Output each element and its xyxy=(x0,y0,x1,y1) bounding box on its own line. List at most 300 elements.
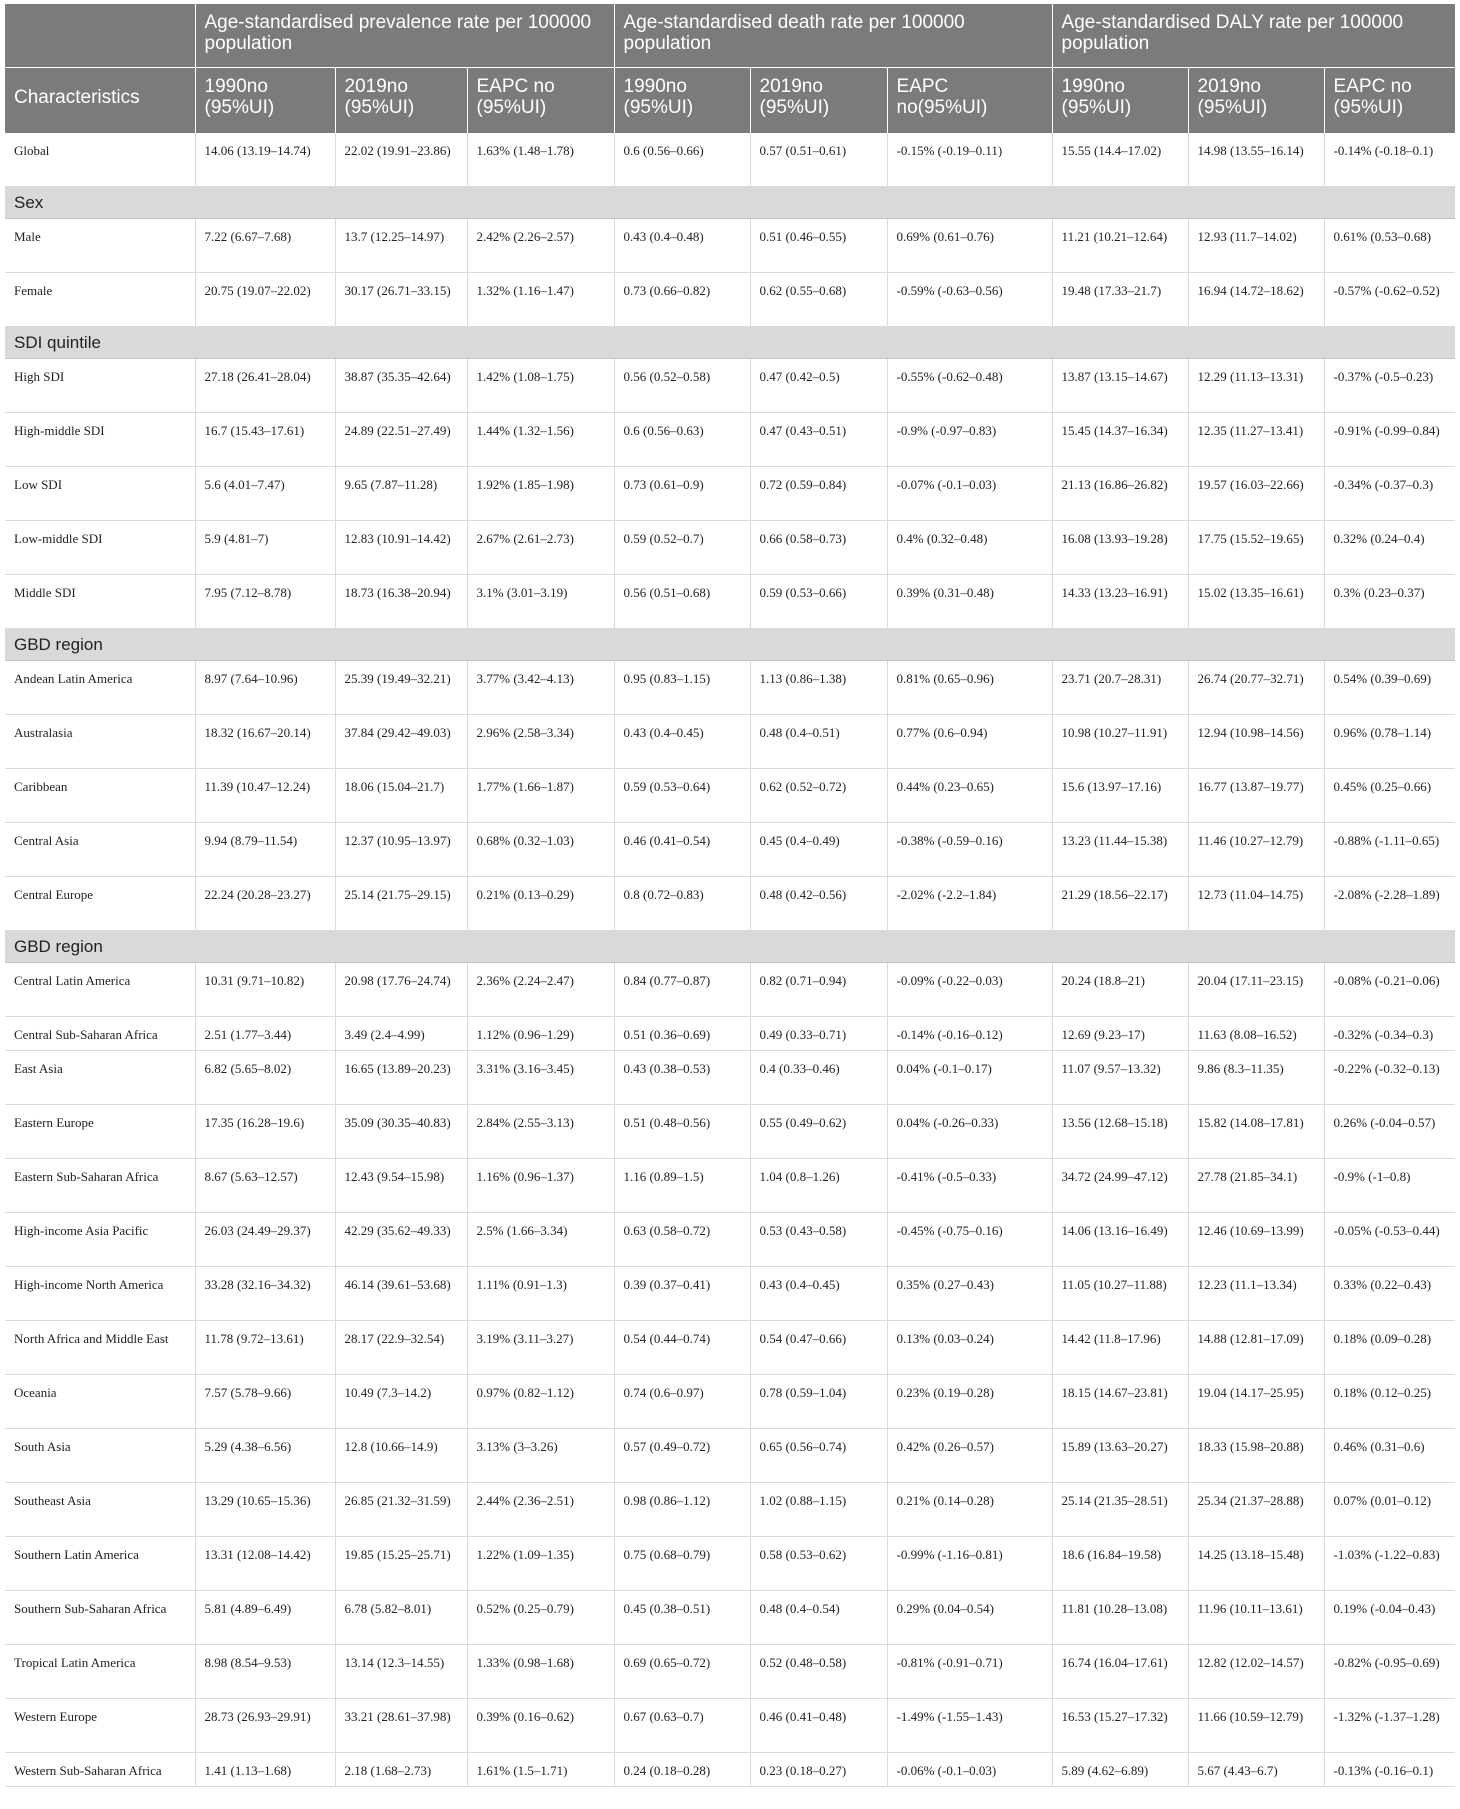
row-label-cell: High SDI xyxy=(5,359,195,413)
row-label-cell: High-middle SDI xyxy=(5,413,195,467)
value-cell: 1.02 (0.88–1.15) xyxy=(750,1483,887,1537)
value-cell: 12.29 (11.13–13.31) xyxy=(1188,359,1324,413)
table-row xyxy=(5,133,1455,187)
value-cell: 5.81 (4.89–6.49) xyxy=(195,1591,335,1645)
value-cell: 16.77 (13.87–19.77) xyxy=(1188,769,1324,823)
table-row xyxy=(5,1267,1455,1321)
value-cell: 0.24 (0.18–0.28) xyxy=(614,1753,750,1787)
table-row xyxy=(5,575,1455,629)
value-cell: 0.18% (0.09–0.28) xyxy=(1324,1321,1455,1375)
value-cell: 12.37 (10.95–13.97) xyxy=(335,823,467,877)
value-cell: 0.3% (0.23–0.37) xyxy=(1324,575,1455,629)
value-cell: 8.98 (8.54–9.53) xyxy=(195,1645,335,1699)
value-cell: 0.75 (0.68–0.79) xyxy=(614,1537,750,1591)
value-cell: -0.9% (-0.97–0.83) xyxy=(887,413,1052,467)
value-cell: 0.56 (0.52–0.58) xyxy=(614,359,750,413)
value-cell: -0.22% (-0.32–0.13) xyxy=(1324,1051,1455,1105)
table-row xyxy=(5,1321,1455,1375)
value-cell: 2.44% (2.36–2.51) xyxy=(467,1483,614,1537)
value-cell: 0.59 (0.53–0.66) xyxy=(750,575,887,629)
row-label-cell: Low-middle SDI xyxy=(5,521,195,575)
value-cell: 0.57 (0.51–0.61) xyxy=(750,133,887,187)
value-cell: 23.71 (20.7–28.31) xyxy=(1052,661,1188,715)
value-cell: 30.17 (26.71–33.15) xyxy=(335,273,467,327)
table-row xyxy=(5,769,1455,823)
row-label-cell: Eastern Sub-Saharan Africa xyxy=(5,1159,195,1213)
value-cell: 14.98 (13.55–16.14) xyxy=(1188,133,1324,187)
value-cell: 18.06 (15.04–21.7) xyxy=(335,769,467,823)
value-cell: 0.72 (0.59–0.84) xyxy=(750,467,887,521)
value-cell: 0.57 (0.49–0.72) xyxy=(614,1429,750,1483)
value-cell: 5.29 (4.38–6.56) xyxy=(195,1429,335,1483)
value-cell: 0.4% (0.32–0.48) xyxy=(887,521,1052,575)
value-cell: 15.6 (13.97–17.16) xyxy=(1052,769,1188,823)
value-cell: -0.05% (-0.53–0.44) xyxy=(1324,1213,1455,1267)
header-column-row xyxy=(5,68,1455,134)
value-cell: 12.23 (11.1–13.34) xyxy=(1188,1267,1324,1321)
value-cell: 0.07% (0.01–0.12) xyxy=(1324,1483,1455,1537)
header-daly-1990: 1990no (95%UI) xyxy=(1052,68,1188,134)
value-cell: -0.13% (-0.16–0.1) xyxy=(1324,1753,1455,1787)
value-cell: 0.97% (0.82–1.12) xyxy=(467,1375,614,1429)
row-label-cell: Central Asia xyxy=(5,823,195,877)
value-cell: 0.39% (0.31–0.48) xyxy=(887,575,1052,629)
value-cell: 21.13 (16.86–26.82) xyxy=(1052,467,1188,521)
row-label-cell: Central Europe xyxy=(5,877,195,931)
value-cell: 19.04 (14.17–25.95) xyxy=(1188,1375,1324,1429)
value-cell: -0.38% (-0.59–0.16) xyxy=(887,823,1052,877)
value-cell: 1.22% (1.09–1.35) xyxy=(467,1537,614,1591)
value-cell: 0.8 (0.72–0.83) xyxy=(614,877,750,931)
value-cell: 6.78 (5.82–8.01) xyxy=(335,1591,467,1645)
value-cell: -0.08% (-0.21–0.06) xyxy=(1324,963,1455,1017)
value-cell: 18.32 (16.67–20.14) xyxy=(195,715,335,769)
value-cell: 0.98 (0.86–1.12) xyxy=(614,1483,750,1537)
value-cell: 12.35 (11.27–13.41) xyxy=(1188,413,1324,467)
row-label-cell: Central Latin America xyxy=(5,963,195,1017)
value-cell: 3.19% (3.11–3.27) xyxy=(467,1321,614,1375)
value-cell: 1.61% (1.5–1.71) xyxy=(467,1753,614,1787)
value-cell: 0.26% (-0.04–0.57) xyxy=(1324,1105,1455,1159)
table-row xyxy=(5,1159,1455,1213)
value-cell: 15.45 (14.37–16.34) xyxy=(1052,413,1188,467)
value-cell: 12.43 (9.54–15.98) xyxy=(335,1159,467,1213)
value-cell: 0.21% (0.13–0.29) xyxy=(467,877,614,931)
value-cell: 26.74 (20.77–32.71) xyxy=(1188,661,1324,715)
value-cell: -0.88% (-1.11–0.65) xyxy=(1324,823,1455,877)
value-cell: -0.06% (-0.1–0.03) xyxy=(887,1753,1052,1787)
value-cell: -0.41% (-0.5–0.33) xyxy=(887,1159,1052,1213)
header-prevalence-2019: 2019no (95%UI) xyxy=(335,68,467,134)
table-body xyxy=(5,133,1455,1787)
value-cell: -0.14% (-0.18–0.1) xyxy=(1324,133,1455,187)
value-cell: 16.74 (16.04–17.61) xyxy=(1052,1645,1188,1699)
value-cell: 0.59 (0.53–0.64) xyxy=(614,769,750,823)
value-cell: -0.07% (-0.1–0.03) xyxy=(887,467,1052,521)
value-cell: -0.91% (-0.99–0.84) xyxy=(1324,413,1455,467)
value-cell: 0.52 (0.48–0.58) xyxy=(750,1645,887,1699)
value-cell: 25.14 (21.35–28.51) xyxy=(1052,1483,1188,1537)
header-prevalence-eapc: EAPC no (95%UI) xyxy=(467,68,614,134)
row-label-cell: South Asia xyxy=(5,1429,195,1483)
value-cell: 0.45% (0.25–0.66) xyxy=(1324,769,1455,823)
value-cell: 1.12% (0.96–1.29) xyxy=(467,1017,614,1051)
value-cell: 0.49 (0.33–0.71) xyxy=(750,1017,887,1051)
table-row xyxy=(5,1213,1455,1267)
value-cell: 13.7 (12.25–14.97) xyxy=(335,219,467,273)
value-cell: 14.25 (13.18–15.48) xyxy=(1188,1537,1324,1591)
value-cell: 13.29 (10.65–15.36) xyxy=(195,1483,335,1537)
value-cell: 12.83 (10.91–14.42) xyxy=(335,521,467,575)
value-cell: 22.02 (19.91–23.86) xyxy=(335,133,467,187)
table-row xyxy=(5,1753,1455,1787)
value-cell: -0.99% (-1.16–0.81) xyxy=(887,1537,1052,1591)
value-cell: 19.48 (17.33–21.7) xyxy=(1052,273,1188,327)
table-row xyxy=(5,877,1455,931)
value-cell: 0.42% (0.26–0.57) xyxy=(887,1429,1052,1483)
value-cell: 2.5% (1.66–3.34) xyxy=(467,1213,614,1267)
value-cell: 0.4 (0.33–0.46) xyxy=(750,1051,887,1105)
value-cell: 20.98 (17.76–24.74) xyxy=(335,963,467,1017)
value-cell: 1.63% (1.48–1.78) xyxy=(467,133,614,187)
section-header-row xyxy=(5,327,1455,359)
value-cell: 38.87 (35.35–42.64) xyxy=(335,359,467,413)
value-cell: 15.89 (13.63–20.27) xyxy=(1052,1429,1188,1483)
table-row xyxy=(5,1645,1455,1699)
row-label-cell: Western Europe xyxy=(5,1699,195,1753)
value-cell: 15.82 (14.08–17.81) xyxy=(1188,1105,1324,1159)
value-cell: 26.85 (21.32–31.59) xyxy=(335,1483,467,1537)
value-cell: 0.52% (0.25–0.79) xyxy=(467,1591,614,1645)
value-cell: 27.78 (21.85–34.1) xyxy=(1188,1159,1324,1213)
value-cell: 16.7 (15.43–17.61) xyxy=(195,413,335,467)
value-cell: 2.96% (2.58–3.34) xyxy=(467,715,614,769)
value-cell: 0.45 (0.4–0.49) xyxy=(750,823,887,877)
value-cell: 9.94 (8.79–11.54) xyxy=(195,823,335,877)
value-cell: 2.36% (2.24–2.47) xyxy=(467,963,614,1017)
value-cell: 2.84% (2.55–3.13) xyxy=(467,1105,614,1159)
value-cell: 11.05 (10.27–11.88) xyxy=(1052,1267,1188,1321)
value-cell: -2.08% (-2.28–1.89) xyxy=(1324,877,1455,931)
value-cell: 0.43 (0.4–0.45) xyxy=(750,1267,887,1321)
value-cell: 18.33 (15.98–20.88) xyxy=(1188,1429,1324,1483)
value-cell: 1.32% (1.16–1.47) xyxy=(467,273,614,327)
value-cell: 22.24 (20.28–23.27) xyxy=(195,877,335,931)
value-cell: 13.14 (12.3–14.55) xyxy=(335,1645,467,1699)
value-cell: 13.87 (13.15–14.67) xyxy=(1052,359,1188,413)
table-row xyxy=(5,715,1455,769)
value-cell: 3.1% (3.01–3.19) xyxy=(467,575,614,629)
section-header-row xyxy=(5,187,1455,219)
value-cell: 0.46 (0.41–0.48) xyxy=(750,1699,887,1753)
value-cell: 25.14 (21.75–29.15) xyxy=(335,877,467,931)
value-cell: 8.97 (7.64–10.96) xyxy=(195,661,335,715)
value-cell: 0.81% (0.65–0.96) xyxy=(887,661,1052,715)
value-cell: 0.32% (0.24–0.4) xyxy=(1324,521,1455,575)
value-cell: 0.48 (0.42–0.56) xyxy=(750,877,887,931)
data-table xyxy=(5,4,1455,1787)
value-cell: 6.82 (5.65–8.02) xyxy=(195,1051,335,1105)
value-cell: 14.88 (12.81–17.09) xyxy=(1188,1321,1324,1375)
value-cell: 0.54 (0.47–0.66) xyxy=(750,1321,887,1375)
value-cell: 16.08 (13.93–19.28) xyxy=(1052,521,1188,575)
header-death-1990: 1990no (95%UI) xyxy=(614,68,750,134)
value-cell: 0.46% (0.31–0.6) xyxy=(1324,1429,1455,1483)
value-cell: 11.63 (8.08–16.52) xyxy=(1188,1017,1324,1051)
value-cell: 10.31 (9.71–10.82) xyxy=(195,963,335,1017)
section-label: GBD region xyxy=(5,629,1455,661)
value-cell: 1.13 (0.86–1.38) xyxy=(750,661,887,715)
section-header-row xyxy=(5,629,1455,661)
value-cell: 26.03 (24.49–29.37) xyxy=(195,1213,335,1267)
value-cell: 0.77% (0.6–0.94) xyxy=(887,715,1052,769)
table-header xyxy=(5,4,1455,133)
value-cell: 7.57 (5.78–9.66) xyxy=(195,1375,335,1429)
row-label-cell: Western Sub-Saharan Africa xyxy=(5,1753,195,1787)
value-cell: 8.67 (5.63–12.57) xyxy=(195,1159,335,1213)
header-characteristics: Characteristics xyxy=(5,68,195,134)
value-cell: 0.35% (0.27–0.43) xyxy=(887,1267,1052,1321)
value-cell: 1.42% (1.08–1.75) xyxy=(467,359,614,413)
value-cell: 0.56 (0.51–0.68) xyxy=(614,575,750,629)
value-cell: 17.35 (16.28–19.6) xyxy=(195,1105,335,1159)
value-cell: 12.94 (10.98–14.56) xyxy=(1188,715,1324,769)
row-label-cell: Southeast Asia xyxy=(5,1483,195,1537)
value-cell: 0.96% (0.78–1.14) xyxy=(1324,715,1455,769)
value-cell: 0.74 (0.6–0.97) xyxy=(614,1375,750,1429)
header-death-eapc: EAPC no(95%UI) xyxy=(887,68,1052,134)
value-cell: 1.33% (0.98–1.68) xyxy=(467,1645,614,1699)
row-label-cell: Oceania xyxy=(5,1375,195,1429)
value-cell: 0.62 (0.52–0.72) xyxy=(750,769,887,823)
value-cell: 42.29 (35.62–49.33) xyxy=(335,1213,467,1267)
value-cell: 10.98 (10.27–11.91) xyxy=(1052,715,1188,769)
section-header-row xyxy=(5,931,1455,963)
value-cell: 0.23 (0.18–0.27) xyxy=(750,1753,887,1787)
header-group-prevalence: Age-standardised prevalence rate per 100000 population xyxy=(195,4,614,68)
value-cell: -0.32% (-0.34–0.3) xyxy=(1324,1017,1455,1051)
header-prevalence-1990: 1990no (95%UI) xyxy=(195,68,335,134)
row-label-cell: Andean Latin America xyxy=(5,661,195,715)
value-cell: -0.45% (-0.75–0.16) xyxy=(887,1213,1052,1267)
value-cell: 12.8 (10.66–14.9) xyxy=(335,1429,467,1483)
value-cell: 12.93 (11.7–14.02) xyxy=(1188,219,1324,273)
value-cell: 0.6 (0.56–0.66) xyxy=(614,133,750,187)
value-cell: 15.02 (13.35–16.61) xyxy=(1188,575,1324,629)
value-cell: 7.95 (7.12–8.78) xyxy=(195,575,335,629)
value-cell: 5.67 (4.43–6.7) xyxy=(1188,1753,1324,1787)
value-cell: 1.16% (0.96–1.37) xyxy=(467,1159,614,1213)
value-cell: 1.04 (0.8–1.26) xyxy=(750,1159,887,1213)
value-cell: 33.28 (32.16–34.32) xyxy=(195,1267,335,1321)
row-label-cell: Australasia xyxy=(5,715,195,769)
table-row xyxy=(5,1537,1455,1591)
value-cell: 0.53 (0.43–0.58) xyxy=(750,1213,887,1267)
value-cell: 1.44% (1.32–1.56) xyxy=(467,413,614,467)
value-cell: 0.43 (0.4–0.45) xyxy=(614,715,750,769)
value-cell: 11.66 (10.59–12.79) xyxy=(1188,1699,1324,1753)
value-cell: 0.39% (0.16–0.62) xyxy=(467,1699,614,1753)
row-label-cell: Caribbean xyxy=(5,769,195,823)
value-cell: 28.73 (26.93–29.91) xyxy=(195,1699,335,1753)
value-cell: 1.77% (1.66–1.87) xyxy=(467,769,614,823)
value-cell: 0.62 (0.55–0.68) xyxy=(750,273,887,327)
value-cell: 46.14 (39.61–53.68) xyxy=(335,1267,467,1321)
value-cell: 0.48 (0.4–0.51) xyxy=(750,715,887,769)
value-cell: 0.33% (0.22–0.43) xyxy=(1324,1267,1455,1321)
value-cell: 17.75 (15.52–19.65) xyxy=(1188,521,1324,575)
row-label-cell: Central Sub-Saharan Africa xyxy=(5,1017,195,1051)
value-cell: -0.57% (-0.62–0.52) xyxy=(1324,273,1455,327)
table-row xyxy=(5,521,1455,575)
table-row xyxy=(5,1051,1455,1105)
header-blank-cell xyxy=(5,4,195,68)
value-cell: 11.39 (10.47–12.24) xyxy=(195,769,335,823)
value-cell: 18.6 (16.84–19.58) xyxy=(1052,1537,1188,1591)
table-row xyxy=(5,1375,1455,1429)
value-cell: -0.14% (-0.16–0.12) xyxy=(887,1017,1052,1051)
value-cell: 14.06 (13.19–14.74) xyxy=(195,133,335,187)
value-cell: -1.03% (-1.22–0.83) xyxy=(1324,1537,1455,1591)
row-label-cell: Southern Latin America xyxy=(5,1537,195,1591)
value-cell: 2.67% (2.61–2.73) xyxy=(467,521,614,575)
value-cell: 14.42 (11.8–17.96) xyxy=(1052,1321,1188,1375)
value-cell: 0.95 (0.83–1.15) xyxy=(614,661,750,715)
row-label-cell: North Africa and Middle East xyxy=(5,1321,195,1375)
value-cell: 18.15 (14.67–23.81) xyxy=(1052,1375,1188,1429)
value-cell: 1.92% (1.85–1.98) xyxy=(467,467,614,521)
value-cell: 0.13% (0.03–0.24) xyxy=(887,1321,1052,1375)
value-cell: 0.46 (0.41–0.54) xyxy=(614,823,750,877)
value-cell: 24.89 (22.51–27.49) xyxy=(335,413,467,467)
value-cell: 5.89 (4.62–6.89) xyxy=(1052,1753,1188,1787)
value-cell: -0.55% (-0.62–0.48) xyxy=(887,359,1052,413)
value-cell: 0.43 (0.38–0.53) xyxy=(614,1051,750,1105)
row-label-cell: Female xyxy=(5,273,195,327)
value-cell: 11.07 (9.57–13.32) xyxy=(1052,1051,1188,1105)
value-cell: 19.85 (15.25–25.71) xyxy=(335,1537,467,1591)
value-cell: 5.9 (4.81–7) xyxy=(195,521,335,575)
value-cell: 1.41 (1.13–1.68) xyxy=(195,1753,335,1787)
value-cell: 0.67 (0.63–0.7) xyxy=(614,1699,750,1753)
value-cell: 19.57 (16.03–22.66) xyxy=(1188,467,1324,521)
value-cell: -0.82% (-0.95–0.69) xyxy=(1324,1645,1455,1699)
value-cell: 0.18% (0.12–0.25) xyxy=(1324,1375,1455,1429)
header-death-2019: 2019no (95%UI) xyxy=(750,68,887,134)
value-cell: 9.86 (8.3–11.35) xyxy=(1188,1051,1324,1105)
value-cell: 13.23 (11.44–15.38) xyxy=(1052,823,1188,877)
value-cell: 11.46 (10.27–12.79) xyxy=(1188,823,1324,877)
value-cell: 2.51 (1.77–3.44) xyxy=(195,1017,335,1051)
value-cell: 0.21% (0.14–0.28) xyxy=(887,1483,1052,1537)
table-row xyxy=(5,467,1455,521)
value-cell: 0.51 (0.46–0.55) xyxy=(750,219,887,273)
value-cell: 0.66 (0.58–0.73) xyxy=(750,521,887,575)
table-row xyxy=(5,273,1455,327)
value-cell: 2.42% (2.26–2.57) xyxy=(467,219,614,273)
value-cell: 0.54 (0.44–0.74) xyxy=(614,1321,750,1375)
value-cell: 12.46 (10.69–13.99) xyxy=(1188,1213,1324,1267)
value-cell: 13.56 (12.68–15.18) xyxy=(1052,1105,1188,1159)
table-row xyxy=(5,1591,1455,1645)
header-group-daly: Age-standardised DALY rate per 100000 population xyxy=(1052,4,1455,68)
row-label-cell: Global xyxy=(5,133,195,187)
value-cell: 0.19% (-0.04–0.43) xyxy=(1324,1591,1455,1645)
value-cell: 0.51 (0.36–0.69) xyxy=(614,1017,750,1051)
table-row xyxy=(5,1105,1455,1159)
value-cell: 0.47 (0.43–0.51) xyxy=(750,413,887,467)
value-cell: 0.43 (0.4–0.48) xyxy=(614,219,750,273)
value-cell: 3.13% (3–3.26) xyxy=(467,1429,614,1483)
value-cell: 3.49 (2.4–4.99) xyxy=(335,1017,467,1051)
value-cell: 15.55 (14.4–17.02) xyxy=(1052,133,1188,187)
value-cell: -0.59% (-0.63–0.56) xyxy=(887,273,1052,327)
header-daly-2019: 2019no (95%UI) xyxy=(1188,68,1324,134)
header-group-row xyxy=(5,4,1455,68)
row-label-cell: High-income Asia Pacific xyxy=(5,1213,195,1267)
value-cell: 1.16 (0.89–1.5) xyxy=(614,1159,750,1213)
value-cell: 28.17 (22.9–32.54) xyxy=(335,1321,467,1375)
row-label-cell: Male xyxy=(5,219,195,273)
value-cell: -1.32% (-1.37–1.28) xyxy=(1324,1699,1455,1753)
value-cell: 0.73 (0.66–0.82) xyxy=(614,273,750,327)
value-cell: -0.9% (-1–0.8) xyxy=(1324,1159,1455,1213)
value-cell: 11.81 (10.28–13.08) xyxy=(1052,1591,1188,1645)
table-row xyxy=(5,1483,1455,1537)
section-label: SDI quintile xyxy=(5,327,1455,359)
table-row xyxy=(5,413,1455,467)
value-cell: 10.49 (7.3–14.2) xyxy=(335,1375,467,1429)
value-cell: 0.48 (0.4–0.54) xyxy=(750,1591,887,1645)
value-cell: 12.82 (12.02–14.57) xyxy=(1188,1645,1324,1699)
row-label-cell: Southern Sub-Saharan Africa xyxy=(5,1591,195,1645)
value-cell: 3.77% (3.42–4.13) xyxy=(467,661,614,715)
value-cell: 20.24 (18.8–21) xyxy=(1052,963,1188,1017)
value-cell: 0.69 (0.65–0.72) xyxy=(614,1645,750,1699)
value-cell: 0.63 (0.58–0.72) xyxy=(614,1213,750,1267)
section-label: GBD region xyxy=(5,931,1455,963)
table-row xyxy=(5,661,1455,715)
row-label-cell: Eastern Europe xyxy=(5,1105,195,1159)
value-cell: 12.69 (9.23–17) xyxy=(1052,1017,1188,1051)
row-label-cell: Tropical Latin America xyxy=(5,1645,195,1699)
value-cell: 5.6 (4.01–7.47) xyxy=(195,467,335,521)
value-cell: 20.75 (19.07–22.02) xyxy=(195,273,335,327)
value-cell: 0.68% (0.32–1.03) xyxy=(467,823,614,877)
table-row xyxy=(5,963,1455,1017)
row-label-cell: Low SDI xyxy=(5,467,195,521)
value-cell: 27.18 (26.41–28.04) xyxy=(195,359,335,413)
value-cell: 25.39 (19.49–32.21) xyxy=(335,661,467,715)
value-cell: 0.39 (0.37–0.41) xyxy=(614,1267,750,1321)
value-cell: 0.59 (0.52–0.7) xyxy=(614,521,750,575)
value-cell: 35.09 (30.35–40.83) xyxy=(335,1105,467,1159)
value-cell: -0.15% (-0.19–0.11) xyxy=(887,133,1052,187)
value-cell: 25.34 (21.37–28.88) xyxy=(1188,1483,1324,1537)
table-row xyxy=(5,823,1455,877)
value-cell: 0.04% (-0.26–0.33) xyxy=(887,1105,1052,1159)
value-cell: -0.81% (-0.91–0.71) xyxy=(887,1645,1052,1699)
value-cell: 11.21 (10.21–12.64) xyxy=(1052,219,1188,273)
value-cell: 0.6 (0.56–0.63) xyxy=(614,413,750,467)
table-row xyxy=(5,1429,1455,1483)
value-cell: 16.53 (15.27–17.32) xyxy=(1052,1699,1188,1753)
value-cell: 0.51 (0.48–0.56) xyxy=(614,1105,750,1159)
value-cell: 33.21 (28.61–37.98) xyxy=(335,1699,467,1753)
value-cell: 11.96 (10.11–13.61) xyxy=(1188,1591,1324,1645)
value-cell: 0.65 (0.56–0.74) xyxy=(750,1429,887,1483)
value-cell: 0.54% (0.39–0.69) xyxy=(1324,661,1455,715)
